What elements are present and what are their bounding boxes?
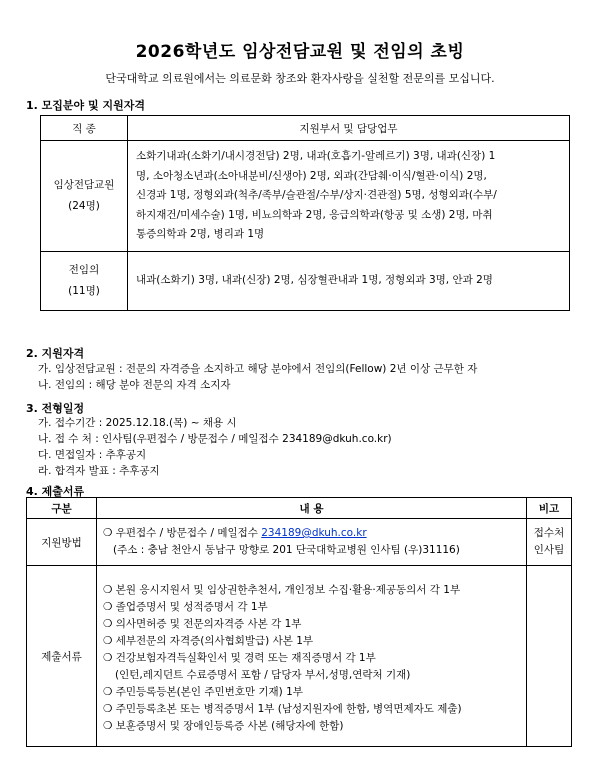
col-remarks: 비고: [527, 498, 572, 519]
method-line: [103, 525, 520, 542]
qualification-item: 나. 전임의 : 해당 분야 전문의 자격 소지자: [38, 379, 231, 391]
job-type-name: 임상전담교원: [53, 178, 115, 191]
doc-item: ❍ 본원 응시지원서 및 임상권한추천서, 개인정보 수집·활용·제공동의서 각 1부: [103, 583, 461, 596]
job-type-count: (24명): [68, 199, 100, 212]
doc-item: ❍ 보훈증명서 및 장애인등록증 사본 (해당자에 한함): [103, 719, 344, 732]
doc-item-note: (인턴,레지던트 수료증명서 포함 / 담당자 부서,성명,연락처 기재): [115, 668, 411, 681]
doc-item: ❍ 주민등록초본 또는 병적증명서 1부 (남성지원자에 한함, 병역면제자도 제출): [103, 702, 462, 715]
method-category: 지원방법: [27, 519, 97, 566]
address-line: (주소 : 충남 천안시 동남구 망향로 201 단국대학교병원 인사팀 (우)31116): [113, 544, 460, 556]
job-type-cell: [41, 141, 128, 252]
job-type-cell: [41, 251, 128, 310]
table-header-row: [41, 116, 570, 141]
table-row: [27, 519, 572, 566]
job-type-name: 전임의: [68, 263, 100, 276]
section-1-heading: 1. 모집분야 및 지원자격: [26, 99, 145, 112]
email-link[interactable]: 234189@dkuh.co.kr: [261, 527, 367, 539]
job-type-count: (11명): [68, 284, 100, 297]
remarks-line: 인사팀: [533, 544, 565, 556]
remarks-line: 접수처: [533, 527, 565, 539]
doc-item: ❍ 의사면허증 및 전문의자격증 사본 각 1부: [103, 617, 302, 630]
table-row: [41, 251, 570, 310]
doc-item: ❍ 세부전문의 자격증(의사협회발급) 사본 1부: [103, 634, 314, 647]
col-content: 내 용: [97, 498, 527, 519]
department-line: 내과(소화기) 3명, 내과(신장) 2명, 심장혈관내과 1명, 정형외과 3명, 안과 2명: [136, 273, 493, 286]
method-remarks: [527, 519, 572, 566]
department-line: 명, 소아청소년과(소아내분비/신생아) 2명, 외과(간담췌·이식/혈관·이식) 2명,: [136, 169, 487, 182]
table-row: [27, 566, 572, 747]
intro-text: 단국대학교 의료원에서는 의료문화 창조와 환자사랑을 실천할 전문의를 모십니다.: [105, 72, 495, 85]
schedule-item: 나. 접 수 처 : 인사팀(우편접수 / 방문접수 / 메일접수 234189@dkuh.co.kr): [38, 433, 392, 445]
doc-item: ❍ 건강보험자격득실확인서 및 경력 또는 재직증명서 각 1부: [103, 651, 376, 664]
method-content: [97, 519, 527, 566]
department-line: 통증의학과 2명, 병리과 1명: [136, 228, 265, 240]
doc-item: ❍ 졸업증명서 및 성적증명서 각 1부: [103, 600, 268, 613]
page-title: 2026학년도 임상전담교원 및 전임의 초빙: [135, 42, 465, 62]
department-cell: [128, 141, 570, 252]
department-line: 소화기내과(소화기/내시경전담) 2명, 내과(호흡기-알레르기) 3명, 내과(신장) 1: [136, 150, 496, 162]
table-header-row: [27, 498, 572, 519]
doc-item: ❍ 주민등록등본(본인 주민번호만 기재) 1부: [103, 685, 303, 698]
method-options: ❍ 우편접수 / 방문접수 / 메일접수: [103, 527, 262, 539]
docs-remarks: [527, 566, 572, 747]
department-line: 하지재건/미세수술) 1명, 비뇨의학과 2명, 응급의학과(항공 및 소생) 2명, 마취: [136, 208, 493, 221]
section-2-heading: 2. 지원자격: [26, 347, 85, 360]
documents-table: [26, 497, 572, 747]
qualification-item: 가. 임상전담교원 : 전문의 자격증을 소지하고 해당 분야에서 전임의(Fellow) 2년 이상 근무한 자: [38, 363, 478, 375]
recruitment-table: [40, 115, 570, 311]
department-cell: [128, 251, 570, 310]
docs-content: [97, 566, 527, 747]
schedule-item: 가. 접수기간 : 2025.12.18.(목) ~ 채용 시: [38, 417, 237, 429]
schedule-item: 다. 면접일자 : 추후공지: [38, 449, 147, 461]
table-row: [41, 141, 570, 252]
col-department: 지원부서 및 담당업무: [128, 116, 570, 141]
section-3-heading: 3. 전형일정: [26, 402, 85, 415]
docs-category: 제출서류: [27, 566, 97, 747]
schedule-item: 라. 합격자 발표 : 추후공지: [38, 465, 160, 477]
department-line: 신경과 1명, 정형외과(척추/족부/슬관절/수부/상지·견관절) 5명, 성형외과(수부/: [136, 189, 497, 201]
section-4-heading: 4. 제출서류: [26, 485, 85, 498]
col-category: 구분: [27, 498, 97, 519]
col-job-type: 직 종: [41, 116, 128, 141]
